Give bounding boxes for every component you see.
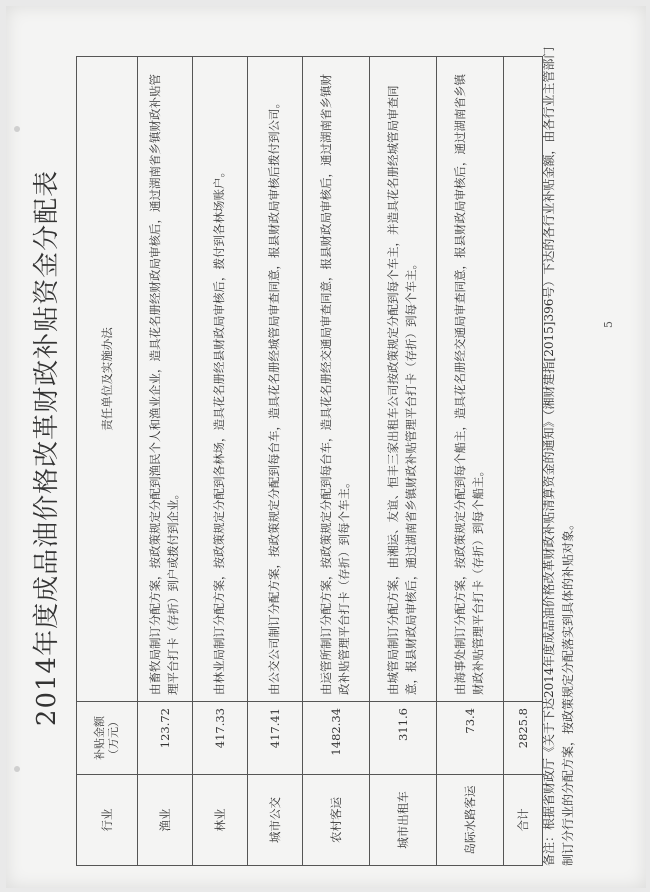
table-row xyxy=(248,57,303,866)
header-description: 责任单位及实施办法 xyxy=(77,57,138,702)
cell-industry: 渔业 xyxy=(138,775,193,866)
table-row xyxy=(303,57,370,866)
total-amount: 2825.8 xyxy=(504,702,543,775)
header-amount: 补贴金额（万元） xyxy=(77,702,138,775)
cell-description: 由畜牧局制订分配方案，按政策规定分配到渔民个人和渔业企业，造具花名册经财政局审核后，通过湖南省乡镇财政补贴管理平台打卡（存折）到户或拨付到企业。 xyxy=(138,57,193,702)
table-row xyxy=(437,57,504,866)
cell-industry: 林业 xyxy=(193,775,248,866)
cell-description: 由城管局制订分配方案，由湘运、友谊、恒丰三家出租车公司按政策规定分配到每个车主，并造具花名册经城管局审查同意，报县财政局审核后，通过湖南省乡镇财政补贴管理平台打卡（存折）到每个车主。 xyxy=(370,57,437,702)
cell-industry: 农村客运 xyxy=(303,775,370,866)
cell-industry: 岛际水路客运 xyxy=(437,775,504,866)
cell-description: 由公交公司制订分配方案，按政策规定分配到每台车，造具花名册经城管局审查同意，报县财政局审核后拨付到公司。 xyxy=(248,57,303,702)
table-row xyxy=(193,57,248,866)
cell-amount: 73.4 xyxy=(437,702,504,775)
allocation-table xyxy=(76,56,543,866)
table-total-row xyxy=(504,57,543,866)
cell-amount: 311.6 xyxy=(370,702,437,775)
cell-amount: 417.41 xyxy=(248,702,303,775)
table-row xyxy=(370,57,437,866)
cell-industry: 城市公交 xyxy=(248,775,303,866)
document-title: 2014年度成品油价格改革财政补贴资金分配表 xyxy=(32,169,62,727)
cell-description: 由海事处制订分配方案，按政策规定分配到每个船主，造具花名册经交通局审查同意，报县财政局审核后，通过湖南省乡镇财政补贴管理平台打卡（存折）到每个船主。 xyxy=(437,57,504,702)
scanned-page xyxy=(6,6,646,888)
cell-amount: 123.72 xyxy=(138,702,193,775)
cell-industry: 城市出租车 xyxy=(370,775,437,866)
cell-description: 由运管所制订分配方案，按政策规定分配到每台车，造具花名册经交通局审查同意，报县财政局审核后，通过湖南省乡镇财政补贴管理平台打卡（存折）到每个车主。 xyxy=(303,57,370,702)
rotated-document-content xyxy=(6,6,646,888)
footnote: 备注：根据省财政厅《关于下达2014年度成品油价格改革财政补贴清算资金的通知》（湘财建指[2015]396号）下达的各行业补贴金额，由各行业主管部门制订分行业的分配方案，按政策规定分配落实到具体的补贴对象。 xyxy=(542,46,576,866)
cell-amount: 417.33 xyxy=(193,702,248,775)
table-header-row xyxy=(77,57,138,866)
table-row xyxy=(138,57,193,866)
total-description-empty xyxy=(504,57,543,702)
cell-description: 由林业局制订分配方案，按政策规定分配到各林场，造具花名册经县财政局审核后，拨付到各林场账户。 xyxy=(193,57,248,702)
page-number: 5 xyxy=(602,321,615,328)
cell-amount: 1482.34 xyxy=(303,702,370,775)
header-industry: 行业 xyxy=(77,775,138,866)
total-label: 合计 xyxy=(504,775,543,866)
